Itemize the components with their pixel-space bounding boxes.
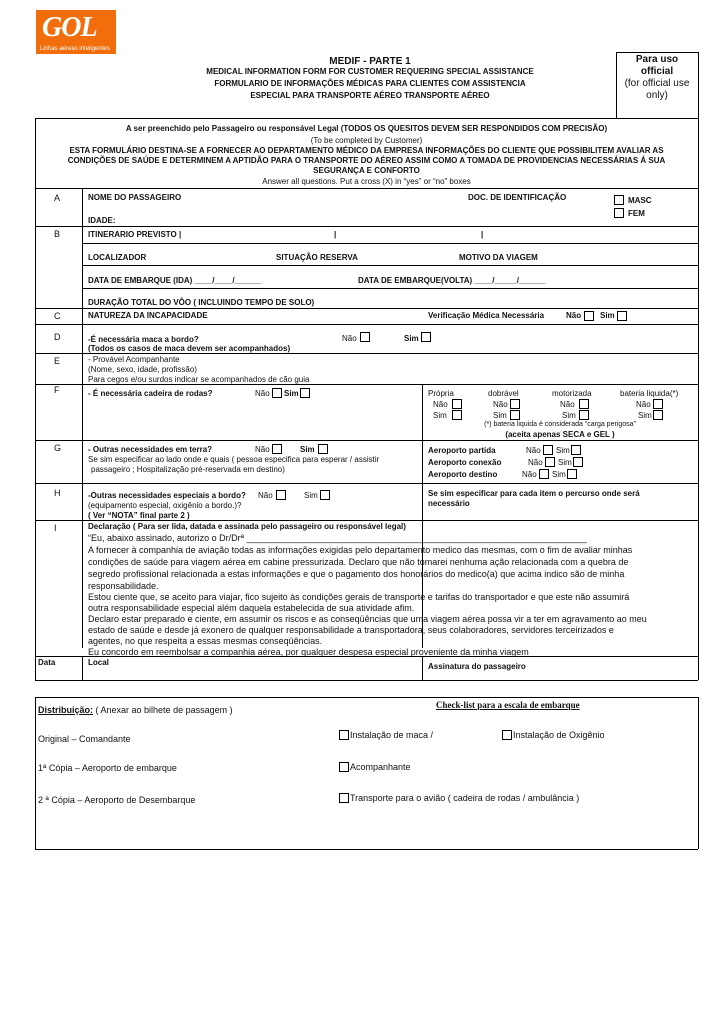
declaration-line-8: Declaro estar preparado e ciente, em assumir os riscos e as conseqüências que uma viagem aérea possa vir a ter em agravamento ao meu [88, 614, 647, 624]
departure-yes-checkbox[interactable] [571, 445, 581, 455]
ground-needs-detail-1: Se sim especificar ao lado onde e quais ( pessoa especifica para esperar / assistir [88, 455, 380, 464]
row-letter-a: A [54, 193, 61, 203]
declaration-line-3: condições de saúde para viagem aérea em cabine pressurizada. Declaro que não tomarei nenhuma ação relacionada com a quebra de [88, 557, 629, 567]
connection-yes-label: Sim [558, 458, 572, 467]
intro-line-1: A ser preenchido pelo Passageiro ou responsável Legal (TODOS OS QUESITOS DEVEM SER RESPONDIDOS COM PRECISÃO) [125, 124, 608, 133]
flight-duration-label: DURAÇÃO TOTAL DO VÔO ( INCLUINDO TEMPO DE SOLO) [88, 298, 315, 307]
declaration-line-4: segredo profissional relacionada a estas informações e que o pagamento dos honorários do medico(a) que acima indico são de minha [88, 569, 625, 579]
onboard-needs-note: ( Ver “NOTA” final parte 2 ) [88, 511, 190, 520]
distribution-label: Distribuição: [38, 705, 94, 715]
incapacity-label: NATUREZA DA INCAPACIDADE [88, 311, 208, 320]
declaration-line-6: Estou ciente que, se aceito para viajar, fico sujeito às condições gerais de transporte e tarifas do transportador e que este não assumirá [88, 592, 630, 602]
own-no-label: Não [433, 400, 448, 409]
masc-checkbox[interactable] [614, 195, 624, 205]
declaration-title: Declaração ( Para ser lida, datada e assinada pelo passageiro ou responsável legal) [88, 522, 406, 531]
logo-text: GOL [42, 12, 97, 43]
date-label: Data [38, 658, 56, 667]
ground-no-checkbox[interactable] [272, 444, 282, 454]
motorized-yes-checkbox[interactable] [579, 410, 589, 420]
declaration-line-1: “Eu, abaixo assinado, autorizo o Dr/Drª ____________________________________________________________________ [88, 533, 587, 543]
fem-checkbox[interactable] [614, 208, 624, 218]
row-letter-i: I [54, 523, 57, 533]
onboard-no-checkbox[interactable] [276, 490, 286, 500]
motorized-no-checkbox[interactable] [579, 399, 589, 409]
passenger-name-label: NOME DO PASSAGEIRO [88, 193, 182, 202]
wheelchair-folding-label: dobrável [488, 389, 519, 398]
destination-no-label: Não [522, 470, 537, 479]
declaration-line-9: estado de saúde e desde já exonero de qualquer responsabilidade a transportadora, seus colaboradores, servidores terceirizados e [88, 625, 614, 635]
stretcher-note: (Todos os casos de maca devem ser acompanhados) [88, 344, 291, 353]
place-label: Local [88, 658, 109, 667]
reservation-status-label: SITUAÇÃO RESERVA [276, 253, 358, 262]
companion-check-label: Acompanhante [350, 762, 411, 772]
row-letter-h: H [54, 488, 61, 498]
onboard-no-label: Não [258, 491, 273, 500]
declaration-line-10: agentes, no que respeita a essas mesmas conseqüências. [88, 636, 323, 646]
stretcher-yes-checkbox[interactable] [421, 332, 431, 342]
stretcher-question: -É necessária maca a bordo? [88, 335, 199, 344]
destination-airport-label: Aeroporto destino [428, 470, 498, 479]
return-date-label: DATA DE EMBARQUE(VOLTA) ____/_____/______ [358, 276, 546, 285]
wheelchair-own-label: Própria [428, 389, 454, 398]
folding-yes-label: Sim [493, 411, 507, 420]
second-copy-label: 2 ª Cópia – Aeroporto de Desembarque [38, 795, 196, 805]
connection-airport-label: Aeroporto conexão [428, 458, 502, 467]
masc-label: MASC [628, 196, 652, 205]
original-copy-label: Original – Comandante [38, 734, 131, 744]
onboard-specify-1: Se sim especificar para cada item o percurso onde será [428, 489, 640, 498]
departure-yes-label: Sim [556, 446, 570, 455]
row-letter-g: G [54, 443, 62, 453]
oxygen-install-checkbox[interactable] [502, 730, 512, 740]
guide-dog-note: Para cegos e/ou surdos indicar se acompanhados de cão guia [88, 375, 310, 384]
distribution-note: ( Anexar ao bilhete de passagem ) [93, 705, 233, 715]
subtitle-pt-2: ESPECIAL PARA TRANSPORTE AÉREO TRANSPORTE AÉREO [250, 91, 490, 100]
wheelchair-no-checkbox[interactable] [272, 388, 282, 398]
medical-check-yes-label: Sim [600, 311, 615, 320]
stretcher-no-checkbox[interactable] [360, 332, 370, 342]
stretcher-yes-label: Sim [404, 334, 419, 343]
row-letter-b: B [54, 229, 61, 239]
transport-label: Transporte para o avião ( cadeira de rodas / ambulância ) [350, 793, 580, 803]
onboard-needs-question: -Outras necessidades especiais a bordo? [88, 491, 246, 500]
onboard-specify-2: necessário [428, 499, 470, 508]
official-use-1: Para uso [635, 54, 679, 65]
ground-yes-checkbox[interactable] [318, 444, 328, 454]
itinerary-sep-2: | [481, 230, 484, 239]
wheelchair-no-label: Não [255, 389, 270, 398]
own-yes-checkbox[interactable] [452, 410, 462, 420]
wheelchair-battery-label: bateria liquida(*) [620, 389, 679, 398]
logo-tagline: Linhas aéreas inteligentes [40, 46, 110, 52]
declaration-line-7: outra responsabilidade especial além daquela estabelecida de sua atividade afim. [88, 603, 415, 613]
companion-checkbox[interactable] [339, 762, 349, 772]
medical-check-no-label: Não [566, 311, 582, 320]
oxygen-install-label: Instalação de Oxigênio [513, 730, 605, 740]
battery-note-2: (aceita apenas SECA e GEL ) [505, 430, 615, 439]
locator-label: LOCALIZADOR [88, 253, 147, 262]
fem-label: FEM [628, 209, 645, 218]
intro-line-6: Answer all questions. Put a cross (X) in “yes” or “no” boxes [262, 177, 471, 186]
first-copy-label: 1ª Cópia – Aeroporto de embarque [38, 763, 177, 773]
connection-no-checkbox[interactable] [545, 457, 555, 467]
itinerary-sep-1: | [334, 230, 337, 239]
motorized-no-label: Não [560, 400, 575, 409]
subtitle-en: MEDICAL INFORMATION FORM FOR CUSTOMER REQUERING SPECIAL ASSISTANCE [206, 67, 534, 76]
battery-yes-checkbox[interactable] [653, 410, 663, 420]
stretcher-install-checkbox[interactable] [339, 730, 349, 740]
official-use-4: only) [646, 90, 668, 101]
gol-logo [36, 10, 116, 54]
own-yes-label: Sim [433, 411, 447, 420]
intro-line-2: (To be completed by Customer) [310, 136, 423, 145]
folding-no-checkbox[interactable] [510, 399, 520, 409]
declaration-line-11: Eu concordo em reembolsar a companhia aérea, por qualquer despesa especial proveniente da minha viagem [88, 647, 529, 657]
row-letter-c: C [54, 311, 61, 321]
official-use-2: official [640, 66, 674, 77]
wheelchair-yes-label: Sim [284, 389, 299, 398]
motorized-yes-label: Sim [562, 411, 576, 420]
connection-no-label: Não [528, 458, 543, 467]
wheelchair-yes-checkbox[interactable] [300, 388, 310, 398]
row-letter-e: E [54, 356, 61, 366]
intro-line-4: CONDIÇÕES DE SAÚDE E DETERMINEM A APTIDÃO PARA O TRANSPORTE DO AÉREO ASSIM COMO A TOMADA DE PROVIDENCIAS NECESSÁRIAS Á SUA [67, 156, 666, 165]
medical-check-no-checkbox[interactable] [584, 311, 594, 321]
destination-yes-checkbox[interactable] [567, 469, 577, 479]
companion-details: (Nome, sexo, idade, profissão) [88, 365, 197, 374]
trip-reason-label: MOTIVO DA VIAGEM [459, 253, 538, 262]
battery-note-1: (*) bateria liquida é considerada “carga perigosa” [484, 421, 636, 428]
form-title: MEDIF - PARTE 1 [329, 56, 411, 67]
ground-yes-label: Sim [300, 445, 315, 454]
departure-no-checkbox[interactable] [543, 445, 553, 455]
wheelchair-question: - É necessária cadeira de rodas? [88, 389, 213, 398]
stretcher-no-label: Não [342, 334, 357, 343]
folding-yes-checkbox[interactable] [510, 410, 520, 420]
transport-checkbox[interactable] [339, 793, 349, 803]
row-letter-f: F [54, 385, 60, 395]
stretcher-install-label: Instalação de maca / [350, 730, 434, 740]
declaration-line-2: A fornecer à companhia de aviação todas as informações exigidas pelo departamento medico das mesmas, com o fim de avaliar minhas [88, 545, 633, 555]
row-letter-d: D [54, 332, 61, 342]
battery-yes-label: Sim [638, 411, 652, 420]
id-doc-label: DOC. DE IDENTIFICAÇÃO [468, 193, 567, 202]
ground-needs-detail-2: passageiro ; Hospitalização pré-reservada em destino) [91, 465, 285, 474]
own-no-checkbox[interactable] [452, 399, 462, 409]
onboard-yes-checkbox[interactable] [320, 490, 330, 500]
intro-line-3: ESTA FORMULÁRIO DESTINA-SE A FORNECER AO DEPARTAMENTO MÉDICO DA EMPRESA INFORMAÇÕES DO CLIENTE QUE POSSIBILITEM AVALIAR AS [69, 146, 664, 155]
itinerary-label: ITINERARIO PREVISTO | [88, 230, 182, 239]
checklist-title: Check-list para a escala de embarque [436, 700, 580, 710]
ground-no-label: Não [255, 445, 270, 454]
onboard-yes-label: Sim [304, 491, 318, 500]
folding-no-label: Não [493, 400, 508, 409]
signature-label: Assinatura do passageiro [428, 662, 526, 671]
connection-yes-checkbox[interactable] [573, 457, 583, 467]
destination-no-checkbox[interactable] [539, 469, 549, 479]
age-label: IDADE: [88, 216, 116, 225]
ground-needs-question: - Outras necessidades em terra? [88, 445, 213, 454]
intro-line-5: SEGURANÇA E CONFORTO [313, 166, 420, 175]
declaration-line-5: responsabilidade. [88, 581, 159, 591]
destination-yes-label: Sim [552, 470, 566, 479]
medical-check-label: Verificação Médica Necessária [428, 311, 545, 320]
distribution-heading [38, 705, 233, 715]
medical-check-yes-checkbox[interactable] [617, 311, 627, 321]
departure-airport-label: Aeroporto partida [428, 446, 496, 455]
departure-no-label: Não [526, 446, 541, 455]
official-use-3: (for official use [624, 78, 690, 89]
battery-no-label: Não [636, 400, 651, 409]
onboard-needs-detail: (equipamento especial, oxigênio a bordo.)? [88, 501, 242, 510]
subtitle-pt-1: FORMULARIO DE INFORMAÇÕES MÉDICAS PARA CLIENTES COM ASSISTENCIA [214, 79, 526, 88]
companion-label: - Provável Acompanhante [88, 355, 180, 364]
wheelchair-motorized-label: motorizada [552, 389, 592, 398]
battery-no-checkbox[interactable] [653, 399, 663, 409]
departure-date-label: DATA DE EMBARQUE (IDA) ____/____/______ [88, 276, 262, 285]
